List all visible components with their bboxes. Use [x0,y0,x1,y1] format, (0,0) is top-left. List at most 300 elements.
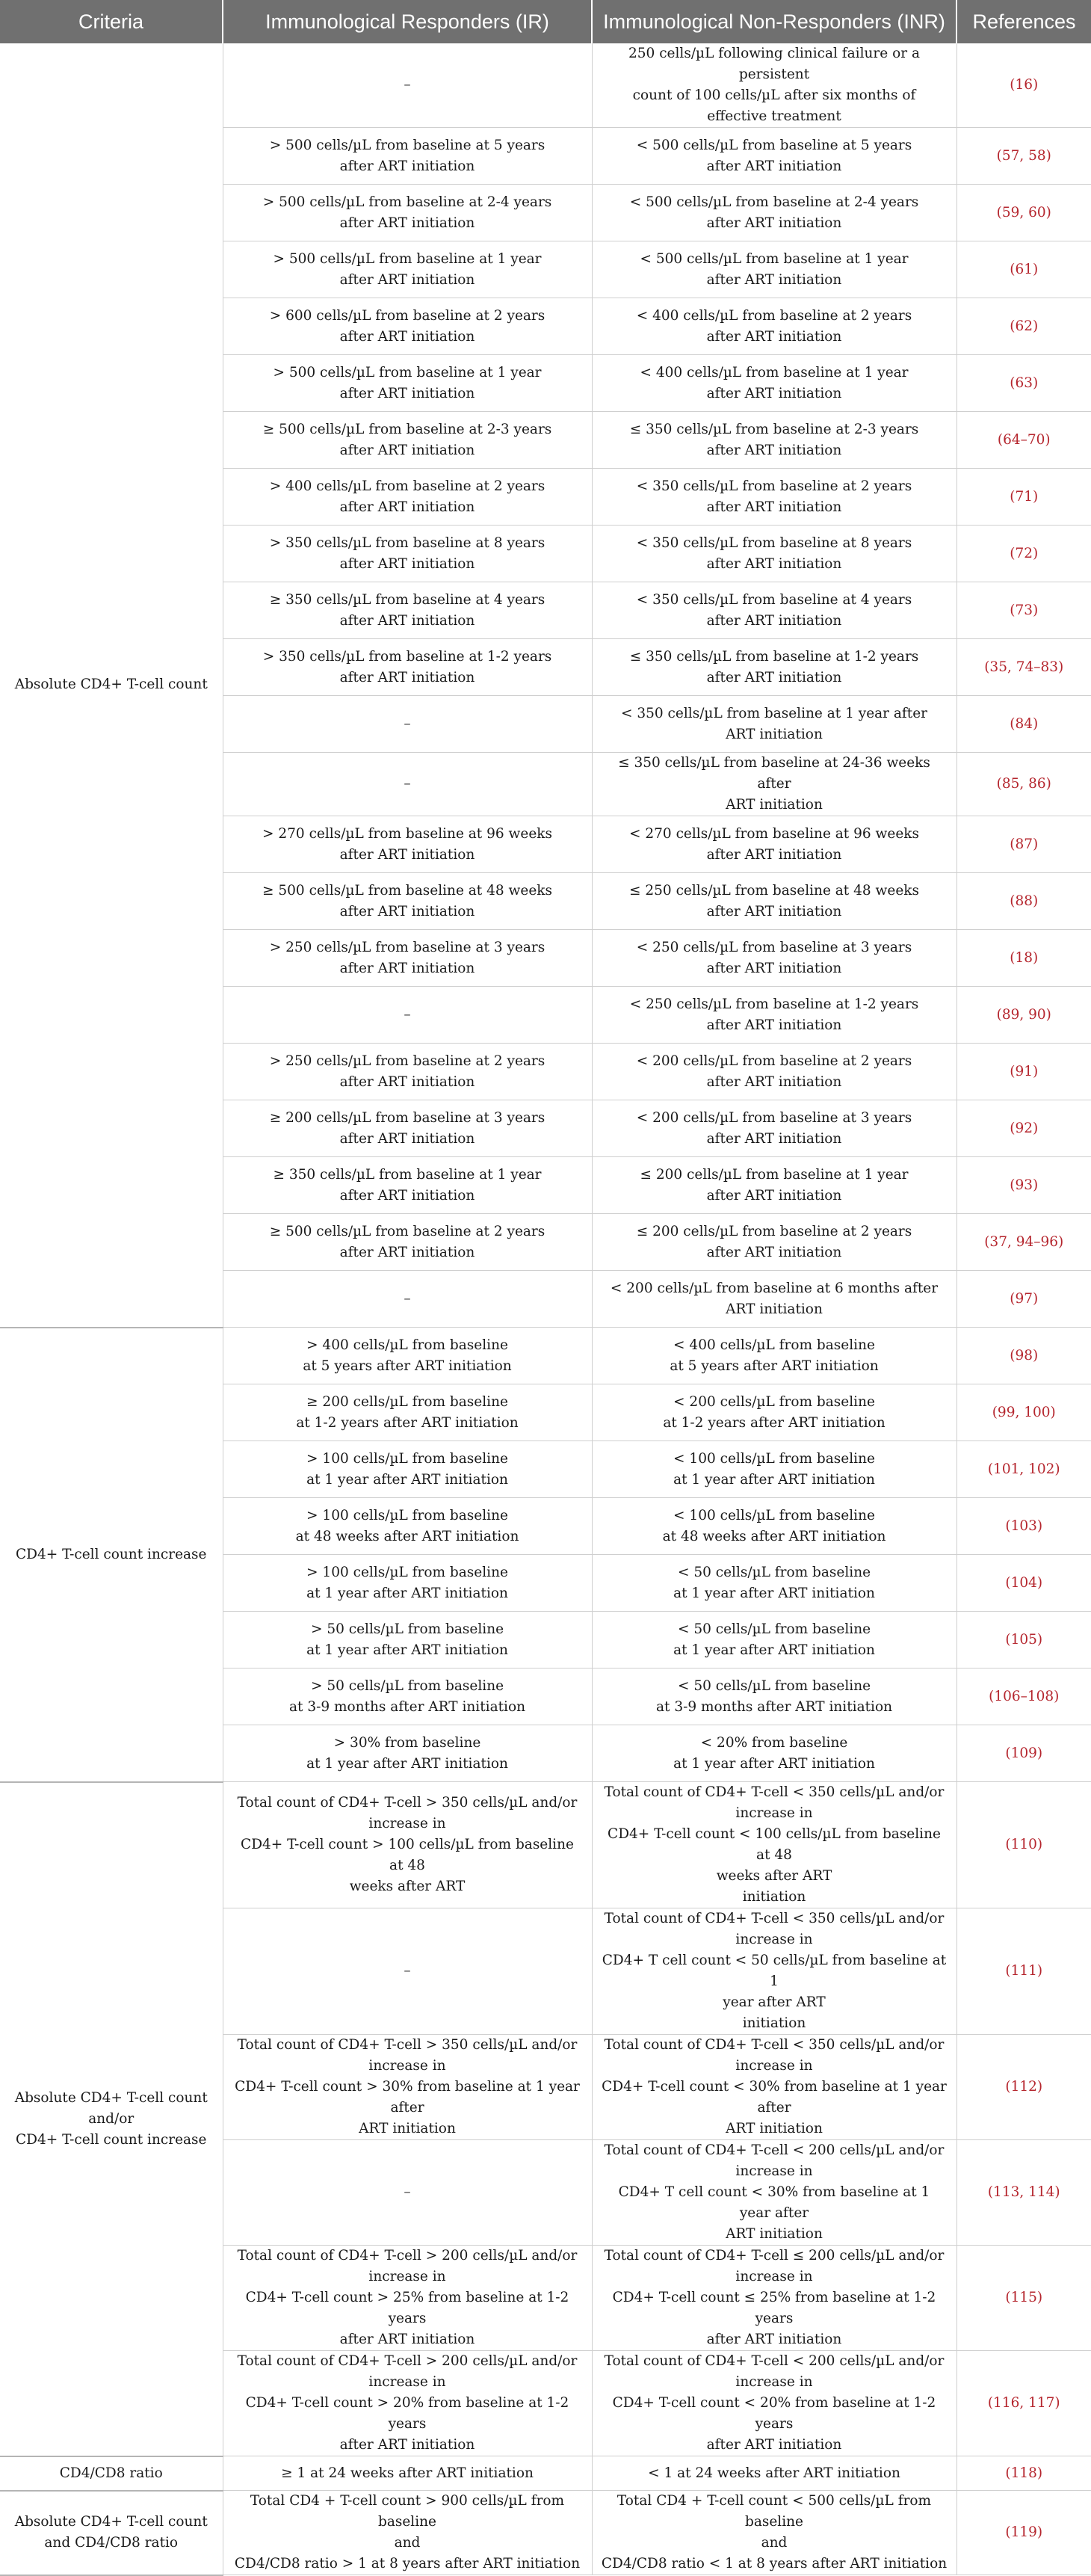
cell-line: after ART initiation [706,903,842,919]
ir-cell [223,355,592,412]
cell-line: after ART initiation [706,1130,842,1147]
reference-link[interactable]: (112) [956,2035,1091,2140]
reference-link[interactable]: (119) [956,2491,1091,2575]
cell-line: < 1 at 24 weeks after ART initiation [648,2465,900,2481]
cell-line: after ART initiation [706,2332,842,2347]
reference-link[interactable]: (93) [956,1157,1091,1214]
inr-cell [592,2035,956,2140]
cell-line: after ART initiation [339,442,475,458]
cell-line: ≥ 500 cells/µL from baseline at 2 years [269,1223,546,1239]
cell-line: CD4+ T-cell count > 30% from baseline at 1 year after [235,2079,580,2116]
cell-line: after ART initiation [706,499,842,515]
inr-cell [592,930,956,987]
ir-cell [223,696,592,753]
inr-cell [592,2351,956,2456]
cell-line: – [404,77,411,93]
cell-line: Total count of CD4+ T-cell ≤ 200 cells/µL and/or [604,2248,945,2264]
criteria-cell: CD4+ T-cell count increase [0,1328,223,1782]
reference-link[interactable]: (99, 100) [956,1384,1091,1441]
cell-line: after ART initiation [706,442,842,458]
ir-cell [223,2140,592,2246]
cell-line: after ART initiation [706,1244,842,1260]
cell-line: after ART initiation [706,215,842,231]
cell-line: ART initiation [726,726,823,742]
cell-line: Absolute CD4+ T-cell count [14,2089,208,2106]
ir-cell [223,1498,592,1555]
cell-line: and [394,2535,421,2551]
cell-line: > 350 cells/µL from baseline at 8 years [269,534,546,551]
cell-line: after ART initiation [706,669,842,685]
cell-line: < 400 cells/µL from baseline at 1 year [640,364,909,380]
cell-line: after ART initiation [706,555,842,572]
cell-line: ≥ 350 cells/µL from baseline at 1 year [273,1166,542,1183]
inr-cell [592,816,956,873]
cell-line: Total count of CD4+ T-cell > 350 cells/µL and/or [237,2037,578,2053]
cell-line: weeks after ART [716,1868,832,1884]
cell-line: > 30% from baseline [333,1734,481,1751]
cell-line: after ART initiation [339,271,475,288]
ir-cell [223,241,592,298]
cell-line: < 100 cells/µL from baseline [673,1507,875,1523]
ir-cell [223,2246,592,2351]
inr-cell [592,582,956,639]
inr-cell [592,1908,956,2035]
reference-link[interactable]: (57, 58) [956,128,1091,185]
ir-cell [223,185,592,241]
cell-line: increase in [735,1932,813,1947]
table-row [0,2491,1091,2575]
reference-link[interactable]: (115) [956,2246,1091,2351]
cell-line: at 1 year after ART initiation [673,1755,875,1772]
cell-line: increase in [735,2058,813,2074]
reference-link[interactable]: (89, 90) [956,987,1091,1044]
cell-line: > 350 cells/µL from baseline at 1-2 years [262,648,552,665]
cell-line: CD4/CD8 ratio < 1 at 8 years after ART initiation [601,2556,948,2572]
inr-cell [592,2491,956,2575]
cell-line: at 1-2 years after ART initiation [663,1414,886,1431]
cell-line: after ART initiation [706,328,842,345]
inr-cell [592,355,956,412]
ir-cell [223,2351,592,2456]
inr-cell [592,1498,956,1555]
cell-line: initiation [742,2015,806,2031]
inr-cell [592,753,956,816]
cell-line: CD4+ T-cell count < 20% from baseline at 1-2 years [612,2395,936,2432]
cell-line: ≤ 350 cells/µL from baseline at 24-36 weeks after [618,755,930,792]
inr-cell [592,639,956,696]
cell-line: after ART initiation [339,499,475,515]
cell-line: increase in [735,2374,813,2390]
cell-line: after ART initiation [339,903,475,919]
inr-cell [592,1328,956,1384]
cell-line: Total count of CD4+ T-cell < 350 cells/µL and/or [604,2037,945,2053]
reference-link[interactable]: (118) [956,2456,1091,2491]
cell-line: after ART initiation [339,2332,475,2347]
cell-line: < 250 cells/µL from baseline at 1-2 years [629,996,919,1012]
cell-line: – [404,715,411,732]
cell-line: after ART initiation [706,846,842,863]
inr-cell [592,298,956,355]
cell-line: effective treatment [707,108,841,124]
cell-line: Total count of CD4+ T-cell < 200 cells/µL and/or [604,2353,945,2369]
cell-line: ≥ 200 cells/µL from baseline at 3 years [269,1109,546,1126]
table-header [0,0,1091,43]
inr-cell [592,241,956,298]
cell-line: Total count of CD4+ T-cell < 200 cells/µL and/or [604,2142,945,2158]
cell-line: at 1 year after ART initiation [306,1471,508,1488]
inr-cell [592,43,956,128]
cell-line: initiation [742,1889,806,1905]
cell-line: CD4+ T cell count < 50 cells/µL from baseline at 1 [602,1953,947,1989]
cell-line: after ART initiation [706,612,842,629]
reference-link[interactable]: (73) [956,582,1091,639]
cell-line: ≥ 500 cells/µL from baseline at 48 weeks [262,882,552,899]
ir-cell [223,1328,592,1384]
cell-line: – [404,2184,411,2200]
cell-line: ≥ 1 at 24 weeks after ART initiation [281,2465,534,2481]
cell-line: at 1 year after ART initiation [673,1585,875,1601]
cell-line: increase in [368,2374,446,2390]
cell-line: Total CD4 + T-cell count > 900 cells/µL from baseline [250,2493,565,2530]
reference-link[interactable]: (111) [956,1908,1091,2035]
cell-line: < 50 cells/µL from baseline [677,1564,871,1580]
ir-cell [223,873,592,930]
cell-line: > 100 cells/µL from baseline [306,1507,508,1523]
ir-cell [223,639,592,696]
reference-link[interactable]: (84) [956,696,1091,753]
reference-link[interactable]: (110) [956,1782,1091,1908]
inr-cell [592,128,956,185]
cell-line: count of 100 cells/µL after six months of [632,87,916,103]
cell-line: CD4+ T-cell count > 25% from baseline at 1-2 years [245,2290,569,2326]
cell-line: after ART initiation [339,328,475,345]
cell-line: > 500 cells/µL from baseline at 1 year [273,364,542,380]
cell-line: increase in [368,1816,446,1831]
cell-line: > 250 cells/µL from baseline at 3 years [269,939,546,955]
cell-line: ≥ 350 cells/µL from baseline at 4 years [269,591,546,608]
inr-cell [592,526,956,582]
reference-link[interactable]: (62) [956,298,1091,355]
cell-line: < 350 cells/µL from baseline at 2 years [636,478,912,494]
cell-line: at 48 weeks after ART initiation [295,1528,519,1544]
ir-cell [223,816,592,873]
ir-cell [223,1908,592,2035]
ir-cell [223,526,592,582]
cell-line: > 250 cells/µL from baseline at 2 years [269,1053,546,1069]
ir-cell [223,298,592,355]
ir-cell [223,43,592,128]
cell-line: < 350 cells/µL from baseline at 8 years [636,534,912,551]
cell-line: < 250 cells/µL from baseline at 3 years [636,939,912,955]
cell-line: at 1 year after ART initiation [306,1642,508,1658]
cell-line: > 100 cells/µL from baseline [306,1564,508,1580]
table-row [0,2456,1091,2491]
cell-line: after ART initiation [339,960,475,976]
cell-line: > 500 cells/µL from baseline at 2-4 years [262,194,552,210]
cell-line: after ART initiation [339,612,475,629]
header-ir: Immunological Responders (IR) [223,0,592,43]
cell-line: weeks after ART [349,1879,466,1894]
ir-cell [223,1782,592,1908]
cell-line: after ART initiation [706,1017,842,1033]
cell-line: at 3-9 months after ART initiation [288,1698,526,1715]
cell-line: ART initiation [359,2121,456,2136]
cell-line: < 350 cells/µL from baseline at 1 year after [620,705,928,721]
cell-line: after ART initiation [706,158,842,174]
cell-line: Total count of CD4+ T-cell < 350 cells/µL and/or [604,1911,945,1926]
inr-cell [592,1384,956,1441]
cell-line: at 1 year after ART initiation [306,1585,508,1601]
reference-link[interactable]: (105) [956,1612,1091,1668]
cell-line: after ART initiation [339,385,475,401]
reference-link[interactable]: (16) [956,43,1091,128]
reference-link[interactable]: (92) [956,1100,1091,1157]
inr-cell [592,2456,956,2491]
cell-line: after ART initiation [706,271,842,288]
cell-line: at 3-9 months after ART initiation [655,1698,893,1715]
ir-cell [223,1668,592,1725]
header-references: References [956,0,1091,43]
cell-line: < 50 cells/µL from baseline [677,1621,871,1637]
reference-link[interactable]: (97) [956,1271,1091,1328]
reference-link[interactable]: (106–108) [956,1668,1091,1725]
table-row [0,1782,1091,1908]
cell-line: CD4/CD8 ratio > 1 at 8 years after ART initiation [234,2556,581,2572]
cell-line: Total count of CD4+ T-cell > 350 cells/µL and/or [237,1795,578,1811]
cell-line: ART initiation [726,1301,823,1317]
table-row [0,43,1091,128]
ir-cell [223,930,592,987]
reference-link[interactable]: (63) [956,355,1091,412]
ir-cell [223,1214,592,1271]
cell-line: ≤ 200 cells/µL from baseline at 1 year [640,1166,909,1183]
cell-line: increase in [368,2058,446,2074]
ir-cell [223,2491,592,2575]
cell-line: < 100 cells/µL from baseline [673,1450,875,1467]
reference-link[interactable]: (61) [956,241,1091,298]
inr-cell [592,2140,956,2246]
ir-cell [223,753,592,816]
cell-line: ≥ 200 cells/µL from baseline [306,1393,508,1410]
inr-cell [592,873,956,930]
cell-line: at 1 year after ART initiation [306,1755,508,1772]
cell-line: year after ART [723,1994,826,2010]
inr-cell [592,1214,956,1271]
reference-link[interactable]: (72) [956,526,1091,582]
cell-line: > 500 cells/µL from baseline at 5 years [269,137,546,153]
table-row [0,1328,1091,1384]
header-inr: Immunological Non-Responders (INR) [592,0,956,43]
criteria-cell: CD4/CD8 ratio [0,2456,223,2491]
cell-line: CD4+ T cell count < 30% from baseline at 1 year after [618,2184,930,2221]
inr-cell [592,412,956,469]
cell-line: < 400 cells/µL from baseline [673,1337,875,1353]
cell-line: at 1 year after ART initiation [673,1642,875,1658]
reference-link[interactable]: (116, 117) [956,2351,1091,2456]
cell-line: ≤ 350 cells/µL from baseline at 1-2 years [629,648,919,665]
ir-cell [223,1612,592,1668]
cell-line: increase in [735,2163,813,2179]
table-body [0,43,1091,2575]
inr-cell [592,1100,956,1157]
cell-line: – [404,1290,411,1307]
cell-line: < 500 cells/µL from baseline at 1 year [640,250,909,267]
inr-cell [592,185,956,241]
cell-line: > 600 cells/µL from baseline at 2 years [269,307,546,324]
cell-line: CD4+ T-cell count < 30% from baseline at 1 year after [602,2079,947,2116]
reference-link[interactable]: (104) [956,1555,1091,1612]
cell-line: at 5 years after ART initiation [303,1358,512,1374]
reference-link[interactable]: (113, 114) [956,2140,1091,2246]
reference-link[interactable]: (103) [956,1498,1091,1555]
ir-cell [223,2035,592,2140]
ir-cell [223,1555,592,1612]
cell-line: and CD4/CD8 ratio [44,2535,179,2551]
cell-line: after ART initiation [339,158,475,174]
inr-cell [592,1668,956,1725]
cell-line: – [404,1963,411,1979]
cell-line: < 200 cells/µL from baseline at 3 years [636,1109,912,1126]
cell-line: < 50 cells/µL from baseline [677,1677,871,1694]
reference-link[interactable]: (18) [956,930,1091,987]
ir-cell [223,412,592,469]
cell-line: after ART initiation [339,555,475,572]
cell-line: > 500 cells/µL from baseline at 1 year [273,250,542,267]
inr-cell [592,1725,956,1782]
reference-link[interactable]: (87) [956,816,1091,873]
cell-line: CD4+ T-cell count ≤ 25% from baseline at 1-2 years [612,2290,936,2326]
inr-cell [592,987,956,1044]
criteria-cell [0,2491,223,2575]
cell-line: after ART initiation [339,1244,475,1260]
cell-line: after ART initiation [706,2437,842,2453]
cell-line: – [404,776,411,792]
cell-line: after ART initiation [339,2437,475,2453]
cell-line: < 500 cells/µL from baseline at 2-4 years [629,194,919,210]
cell-line: < 200 cells/µL from baseline at 2 years [636,1053,912,1069]
reference-link[interactable]: (109) [956,1725,1091,1782]
cell-line: after ART initiation [339,215,475,231]
inr-cell [592,1044,956,1100]
inr-cell [592,469,956,526]
cell-line: < 200 cells/µL from baseline [673,1393,875,1410]
inr-cell [592,696,956,753]
cell-line: > 100 cells/µL from baseline [306,1450,508,1467]
cell-line: ART initiation [726,2226,823,2242]
cell-line: ≤ 250 cells/µL from baseline at 48 weeks [629,882,919,899]
ir-cell [223,2456,592,2491]
cell-line: increase in [735,2269,813,2284]
reference-link[interactable]: (59, 60) [956,185,1091,241]
inr-cell [592,1782,956,1908]
cell-line: CD4+ T-cell count < 100 cells/µL from baseline at 48 [608,1826,941,1863]
ir-cell [223,1044,592,1100]
reference-link[interactable]: (88) [956,873,1091,930]
cell-line: Total count of CD4+ T-cell > 200 cells/µL and/or [237,2248,578,2264]
ir-cell [223,1100,592,1157]
cell-line: ART initiation [726,2121,823,2136]
cell-line: after ART initiation [706,1187,842,1204]
ir-cell [223,987,592,1044]
cell-line: after ART initiation [706,385,842,401]
cell-line: after ART initiation [339,846,475,863]
inr-cell [592,1555,956,1612]
header-criteria: Criteria [0,0,223,43]
cell-line: – [404,1006,411,1023]
cell-line: 250 cells/µL following clinical failure or a persistent [628,46,920,82]
cell-line: after ART initiation [339,1073,475,1090]
cell-line: ART initiation [726,797,823,813]
cell-line: CD4+ T-cell count increase [16,2131,207,2148]
ir-cell [223,1441,592,1498]
ir-cell [223,469,592,526]
inr-cell [592,2246,956,2351]
reference-link[interactable]: (91) [956,1044,1091,1100]
cell-line: after ART initiation [339,669,475,685]
cell-line: < 200 cells/µL from baseline at 6 months after [610,1280,939,1296]
inr-cell [592,1271,956,1328]
reference-link[interactable]: (98) [956,1328,1091,1384]
cell-line: increase in [735,1805,813,1821]
cell-line: and [761,2535,788,2551]
cell-line: after ART initiation [706,960,842,976]
ir-cell [223,1271,592,1328]
criteria-cell [0,1782,223,2456]
ir-cell [223,582,592,639]
cell-line: Absolute CD4+ T-cell count [14,2514,208,2530]
reference-link[interactable]: (101, 102) [956,1441,1091,1498]
criteria-cell: Absolute CD4+ T-cell count [0,43,223,1328]
cell-line: > 50 cells/µL from baseline [310,1677,504,1694]
cell-line: < 20% from baseline [700,1734,848,1751]
ir-cell [223,1384,592,1441]
ir-cell [223,1725,592,1782]
cell-line: CD4+ T-cell count > 100 cells/µL from baseline at 48 [241,1837,574,1873]
cell-line: Total count of CD4+ T-cell > 200 cells/µL and/or [237,2353,578,2369]
ir-cell [223,1157,592,1214]
ir-cell [223,128,592,185]
cell-line: CD4+ T-cell count > 20% from baseline at 1-2 years [245,2395,569,2432]
cell-line: < 500 cells/µL from baseline at 5 years [636,137,912,153]
cell-line: after ART initiation [706,1073,842,1090]
inr-cell [592,1157,956,1214]
reference-link[interactable]: (71) [956,469,1091,526]
inr-cell [592,1441,956,1498]
cell-line: after ART initiation [339,1130,475,1147]
cell-line: at 1-2 years after ART initiation [296,1414,519,1431]
cell-line: Total count of CD4+ T-cell < 350 cells/µL and/or [604,1784,945,1800]
cell-line: at 48 weeks after ART initiation [662,1528,886,1544]
cell-line: ≥ 500 cells/µL from baseline at 2-3 years [262,421,552,437]
cell-line: Total CD4 + T-cell count < 500 cells/µL from baseline [616,2493,932,2530]
cell-line: ≤ 350 cells/µL from baseline at 2-3 years [629,421,919,437]
cell-line: > 400 cells/µL from baseline at 2 years [269,478,546,494]
cell-line: > 270 cells/µL from baseline at 96 weeks [262,825,552,842]
cell-line: at 1 year after ART initiation [673,1471,875,1488]
cell-line: > 400 cells/µL from baseline [306,1337,508,1353]
reference-link[interactable]: (37, 94–96) [956,1214,1091,1271]
cell-line: and/or [88,2110,135,2127]
cell-line: < 400 cells/µL from baseline at 2 years [636,307,912,324]
reference-link[interactable]: (35, 74–83) [956,639,1091,696]
cell-line: < 270 cells/µL from baseline at 96 weeks [629,825,919,842]
cell-line: > 50 cells/µL from baseline [310,1621,504,1637]
reference-link[interactable]: (64–70) [956,412,1091,469]
reference-link[interactable]: (85, 86) [956,753,1091,816]
cell-line: ≤ 200 cells/µL from baseline at 2 years [636,1223,912,1239]
cell-line: after ART initiation [339,1187,475,1204]
cell-line: at 5 years after ART initiation [670,1358,879,1374]
